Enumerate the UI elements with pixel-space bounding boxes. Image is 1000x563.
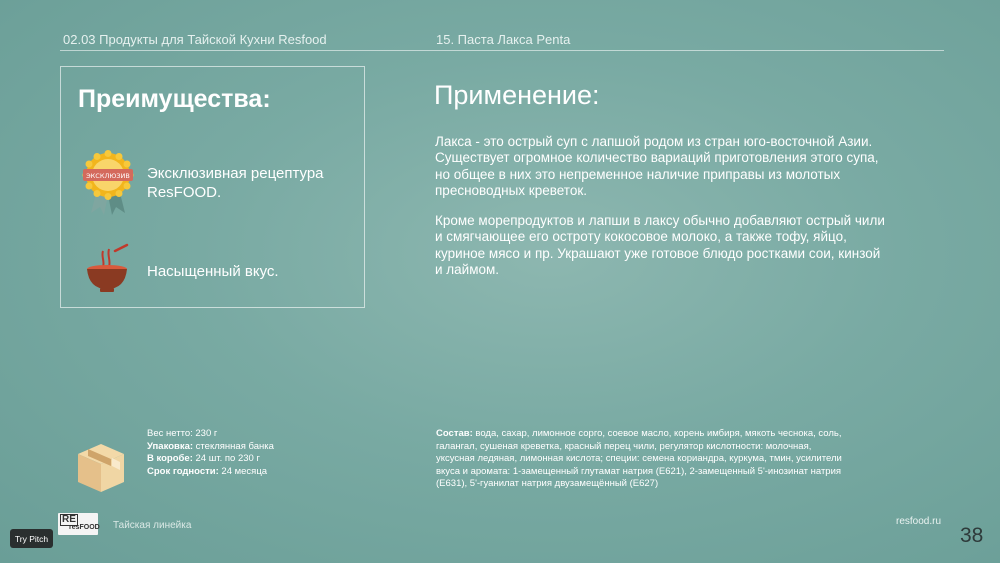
composition-label: Состав:	[436, 428, 473, 439]
header-divider	[60, 50, 944, 51]
box-label: В коробе:	[147, 453, 193, 464]
packaging-spec	[147, 441, 274, 454]
box-spec	[147, 453, 274, 466]
product-specs	[147, 428, 274, 478]
shelf-life-value: 24 месяца	[218, 465, 268, 477]
shelf-life-spec	[147, 466, 274, 479]
page-number: 38	[960, 524, 984, 547]
advantage-label-exclusive: Эксклюзивная рецептура ResFOOD.	[147, 165, 324, 201]
application-title: Применение:	[434, 80, 600, 110]
package-box-icon	[74, 440, 128, 494]
shelf-life-label: Срок годности:	[147, 465, 219, 477]
header-product-title: 15. Паста Лакса Penta	[436, 32, 571, 47]
header-section-title: 02.03 Продукты для Тайской Кухни Resfood	[63, 32, 327, 47]
application-description	[435, 134, 885, 292]
logo-food-text: resFOOD	[69, 524, 100, 531]
logo-re-text: RE	[62, 514, 76, 525]
advantage-item-taste	[81, 237, 337, 305]
advantages-panel	[60, 66, 365, 308]
packaging-label: Упаковка:	[147, 440, 194, 452]
advantage-item-exclusive	[81, 149, 337, 217]
footer-website-link[interactable]: resfood.ru	[896, 516, 942, 527]
try-pitch-button[interactable]: Try Pitch	[10, 529, 53, 548]
exclusive-badge-text: ЭКСКЛЮЗИВ	[86, 172, 130, 180]
application-paragraph: Кроме морепродуктов и лапши в лаксу обычно добавляют острый чили и смягчающее его остроту кокосовое молоко, а также тофу, яйцо, куриное мясо и пр. Украшают уже готовое блюдо ростками сои, кинзой и лаймом.	[435, 213, 885, 278]
application-paragraph: Лакса - это острый суп с лапшой родом из стран юго-восточной Азии. Существует огромное количество вариаций приготовления этого супа, но общее в них это непременное наличие приправы из молотых пресноводных креветок.	[435, 134, 879, 198]
packaging-value: стеклянная банка	[193, 440, 274, 452]
composition-value: вода, сахар, лимонное сорго, соевое масло, корень имбиря, мякоть чеснока, соль, галангал, сушеная креветка, красный перец чили, регулятор кислотности: молочная, уксусная ледяная, лимонная кислота; специи: семена кориандра, куркума, тмин, усилители вкуса и аромата: 1-замещенный глутамат натрия (Е621), 2-замещенный 5'-инозинат натрия (Е631), 5'-гуанилат натрия двузамещённый (Е627)	[436, 428, 842, 489]
box-value: 24 шт. по 230 г	[192, 453, 260, 464]
advantage-label-taste: Насыщенный вкус.	[147, 262, 279, 280]
exclusive-badge-icon	[81, 149, 135, 217]
net-weight: Вес нетто: 230 г	[147, 428, 218, 439]
advantages-title: Преимущества:	[78, 85, 271, 113]
soup-bowl-icon	[81, 237, 135, 305]
resfood-logo	[58, 513, 98, 535]
footer-line-name: Тайская линейка	[113, 520, 192, 531]
composition-text	[436, 428, 846, 491]
